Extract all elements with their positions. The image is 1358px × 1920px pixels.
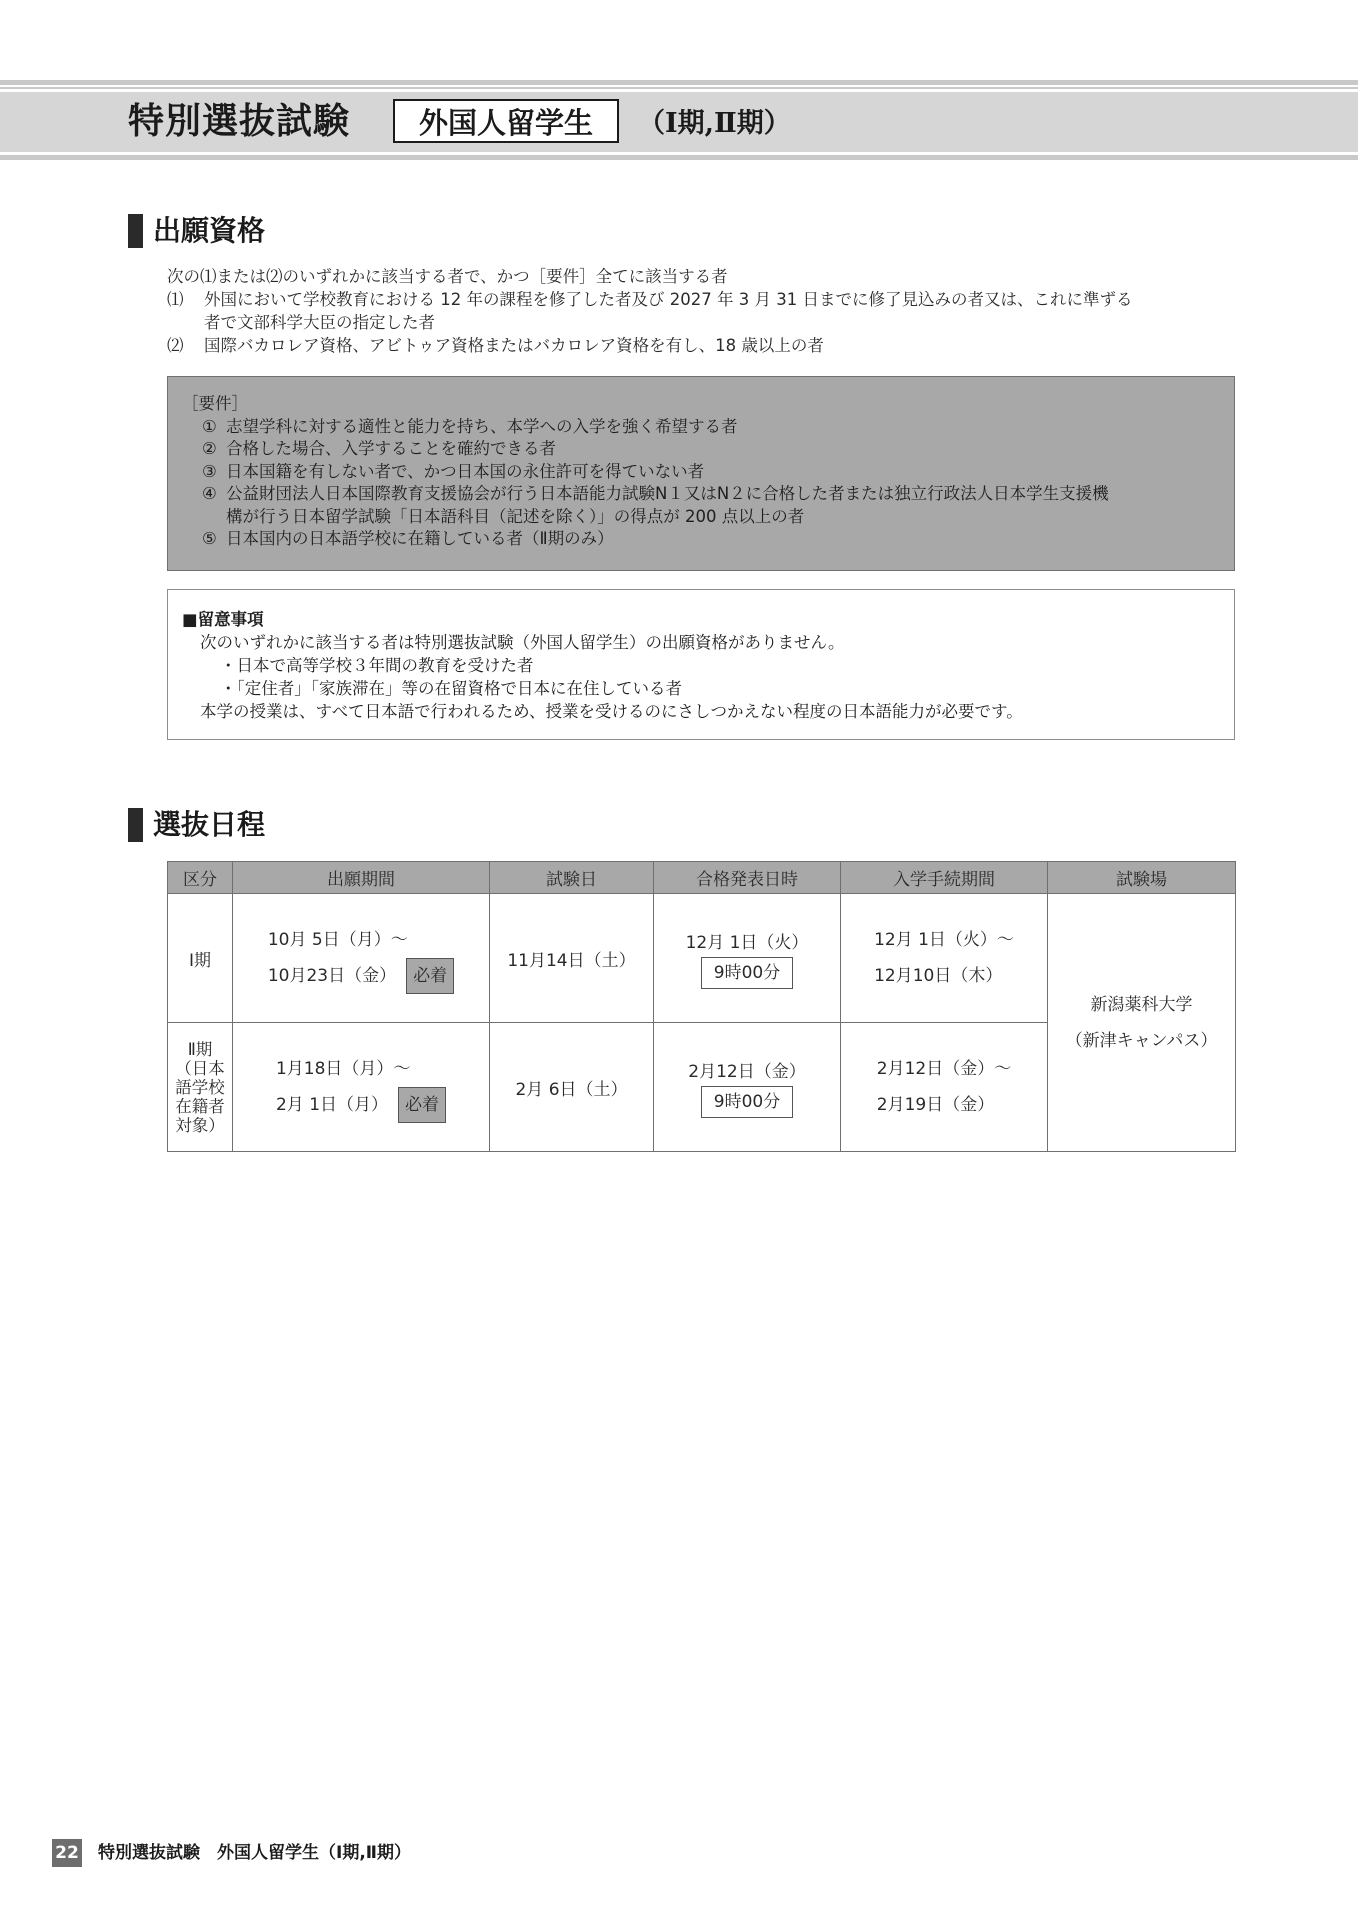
division-cell: [168, 894, 233, 1023]
item-number: ⑴: [167, 290, 184, 309]
division-note: 対象）: [175, 1115, 225, 1135]
item-text: 者で文部科学大臣の指定した者: [204, 313, 435, 332]
table-header-row: [168, 862, 1236, 894]
result-date-cell: [654, 894, 841, 1023]
header-rule-bottom: [0, 155, 1358, 160]
requirement-item: [182, 438, 1220, 461]
notes-line: 次のいずれかに該当する者は特別選抜試験（外国人留学生）の出願資格がありません。: [200, 633, 845, 652]
requirement-number: ①: [202, 416, 217, 436]
section-heading-schedule: [128, 808, 265, 842]
notes-line: 本学の授業は、すべて日本語で行われるため、授業を受けるのにさしつかえない程度の日本語能力が必要です。: [200, 702, 1023, 721]
requirement-number: ④: [202, 484, 217, 503]
division-note: 在籍者: [175, 1096, 225, 1116]
procedure-start: 12月 1日（火）～: [874, 930, 1014, 950]
item-text: 外国において学校教育における 12 年の課程を修了した者及び 2027 年 3 月 31 日までに修了見込みの者又は、これに準ずる: [204, 290, 1133, 309]
must-arrive-badge: 必着: [398, 1087, 446, 1123]
application-period-cell: [233, 894, 490, 1023]
header-rule-top: [0, 80, 1358, 85]
column-header: 試験日: [490, 862, 654, 894]
section-marker: [128, 808, 143, 842]
must-arrive-badge: 必着: [406, 958, 454, 994]
period-label: （Ⅰ期,Ⅱ期）: [638, 108, 791, 139]
requirement-text: 公益財団法人日本国際教育支援協会が行う日本語能力試験N１又はN２に合格した者または独立行政法人日本学生支援機: [226, 484, 1109, 503]
requirements-title: ［要件］: [182, 394, 248, 413]
section-marker: [128, 214, 143, 248]
procedure-period-cell: [841, 894, 1048, 1023]
table-row: [168, 894, 1236, 1023]
schedule-table: [167, 861, 1236, 1152]
column-header: 区分: [168, 862, 233, 894]
procedure-end: 2月19日（金）: [876, 1095, 995, 1115]
requirement-item: [182, 461, 1220, 484]
application-end: 10月23日（金）: [267, 966, 397, 986]
column-header: 試験場: [1048, 862, 1236, 894]
division-label: Ⅰ期: [188, 950, 211, 971]
division-note: 語学校: [175, 1077, 225, 1097]
requirement-text: 合格した場合、入学することを確約できる者: [226, 439, 556, 458]
venue-name: 新潟薬科大学: [1090, 994, 1193, 1015]
exam-date-cell: [490, 894, 654, 1023]
section-heading-eligibility: [128, 214, 265, 248]
result-date: 2月12日（金）: [688, 1061, 806, 1082]
application-start: 10月 5日（月）～: [267, 930, 408, 950]
notes-bullet: ・日本で高等学校３年間の教育を受けた者: [220, 656, 534, 675]
requirement-number: ②: [202, 439, 217, 458]
item-number: ⑵: [167, 336, 184, 355]
requirement-text: 構が行う日本留学試験「日本語科目（記述を除く）」の得点が 200 点以上の者: [226, 506, 805, 526]
eligibility-intro: 次の⑴または⑵のいずれかに該当する者で、かつ［要件］全てに該当する者: [167, 267, 728, 286]
venue-cell: [1048, 894, 1236, 1152]
result-time-badge: 9時00分: [701, 1086, 793, 1118]
requirement-number: ③: [202, 461, 217, 481]
application-start: 1月18日（月）～: [275, 1059, 411, 1079]
result-date: 12月 1日（火）: [685, 932, 809, 953]
exam-date: 11月14日（土）: [507, 950, 636, 971]
eligibility-item: [167, 288, 1227, 334]
footer-title: 特別選抜試験 外国人留学生（Ⅰ期,Ⅱ期）: [98, 1843, 411, 1863]
requirement-text: 日本国籍を有しない者で、かつ日本国の永住許可を得ていない者: [226, 461, 705, 481]
requirement-item: [182, 483, 1220, 528]
item-text: 国際バカロレア資格、アビトゥア資格またはバカロレア資格を有し、18 歳以上の者: [204, 336, 824, 355]
procedure-period-cell: [841, 1023, 1048, 1152]
division-label: Ⅱ期: [187, 1039, 213, 1059]
eligibility-item: [167, 334, 1227, 357]
section-title: 出願資格: [153, 214, 266, 247]
header-rule-mid: [0, 87, 1358, 89]
result-time-badge: 9時00分: [701, 957, 793, 989]
requirement-item: [182, 528, 1220, 551]
column-header: 入学手続期間: [841, 862, 1048, 894]
section-title: 選抜日程: [153, 808, 266, 841]
eligibility-text: [167, 265, 1227, 357]
procedure-start: 2月12日（金）～: [876, 1059, 1012, 1079]
exam-date: 2月 6日（土）: [515, 1079, 628, 1100]
requirement-text: 志望学科に対する適性と能力を持ち、本学への入学を強く希望する者: [226, 416, 738, 436]
result-date-cell: [654, 1023, 841, 1152]
requirements-box: [167, 376, 1235, 571]
requirement-text: 日本国内の日本語学校に在籍している者（Ⅱ期のみ）: [226, 529, 614, 548]
venue-campus: （新津キャンパス）: [1065, 1030, 1218, 1051]
requirement-item: [182, 416, 1220, 439]
division-note: （日本: [175, 1058, 225, 1078]
requirement-number: ⑤: [202, 529, 217, 548]
exam-date-cell: [490, 1023, 654, 1152]
application-end: 2月 1日（月）: [275, 1095, 389, 1115]
page-number: 22: [52, 1839, 82, 1867]
notes-title: ■留意事項: [182, 610, 264, 629]
notes-bullet: ・「定住者」「家族滞在」等の在留資格で日本に在住している者: [220, 679, 682, 698]
page-title: 特別選抜試験: [128, 101, 351, 142]
category-box: 外国人留学生: [393, 99, 619, 143]
notes-box: [167, 589, 1235, 740]
division-cell: [168, 1023, 233, 1152]
column-header: 出願期間: [233, 862, 490, 894]
column-header: 合格発表日時: [654, 862, 841, 894]
application-period-cell: [233, 1023, 490, 1152]
procedure-end: 12月10日（木）: [874, 966, 1003, 986]
